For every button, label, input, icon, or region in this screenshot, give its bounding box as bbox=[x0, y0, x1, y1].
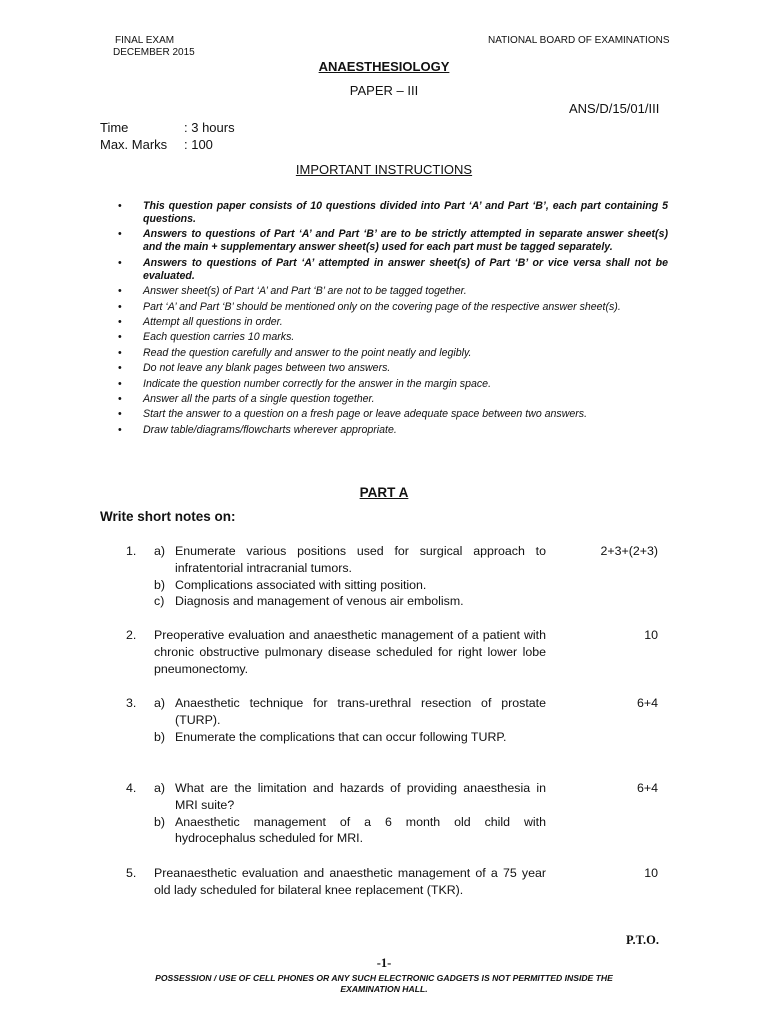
footer-notice bbox=[0, 973, 768, 995]
bullet-icon: • bbox=[118, 300, 122, 313]
sub-text: What are the limitation and hazards of providing anaesthesia in MRI suite? bbox=[175, 781, 546, 812]
please-turn-over: P.T.O. bbox=[626, 933, 659, 947]
instruction-item bbox=[118, 228, 668, 254]
exam-type: FINAL EXAM bbox=[115, 35, 175, 46]
bullet-icon: • bbox=[118, 423, 122, 436]
instructions-list bbox=[118, 200, 668, 439]
instruction-text: Read the question carefully and answer to the point neatly and legibly. bbox=[143, 346, 472, 359]
time-value: : 3 hours bbox=[184, 120, 235, 135]
sub-text: Enumerate various positions used for surgical approach to infratentorial intracranial tumors. bbox=[175, 544, 546, 575]
bullet-icon: • bbox=[118, 331, 122, 344]
instruction-text: Answers to questions of Part ‘A’ attempted in answer sheet(s) of Part ‘B’ or vice versa shall not be evaluated. bbox=[143, 256, 668, 282]
sub-label: c) bbox=[154, 594, 165, 609]
sub-label: a) bbox=[154, 544, 166, 558]
question-text: Preanaesthetic evaluation and anaesthetic management of a 75 year old lady scheduled for bilateral knee replacement (TKR). bbox=[154, 866, 546, 897]
bullet-icon: • bbox=[118, 285, 122, 298]
instruction-text: Part ‘A’ and Part ‘B’ should be mentioned only on the covering page of the respective answer sheet(s). bbox=[143, 300, 621, 313]
exam-date: DECEMBER 2015 bbox=[113, 47, 195, 58]
sub-text: Complications associated with sitting position. bbox=[175, 577, 427, 592]
sub-label: a) bbox=[154, 781, 166, 795]
bullet-icon: • bbox=[118, 200, 122, 212]
sub-label: b) bbox=[154, 729, 166, 744]
question-number: 2. bbox=[126, 628, 137, 642]
bullet-icon: • bbox=[118, 392, 122, 405]
instruction-text: Start the answer to a question on a fresh page or leave adequate space between two answers. bbox=[143, 408, 588, 421]
instruction-item bbox=[118, 362, 668, 375]
instruction-text: Do not leave any blank pages between two answers. bbox=[143, 362, 391, 375]
page-number: -1- bbox=[376, 956, 392, 970]
question-marks: 10 bbox=[644, 866, 658, 880]
sub-question bbox=[154, 543, 546, 577]
instruction-text: Answers to questions of Part ‘A’ and Part ‘B’ are to be strictly attempted in separate answer sheet(s) and the main + supplementary answer sheet(s) used for each part must be tagged separately. bbox=[143, 228, 668, 254]
question-body bbox=[154, 543, 546, 610]
bullet-icon: • bbox=[118, 408, 122, 421]
instruction-text: Indicate the question number correctly for the answer in the margin space. bbox=[143, 377, 492, 390]
instruction-text: Each question carries 10 marks. bbox=[143, 331, 295, 344]
paper-code: ANS/D/15/01/III bbox=[569, 101, 660, 116]
part-instruction: Write short notes on: bbox=[100, 509, 236, 524]
instruction-item bbox=[118, 301, 668, 314]
question-body bbox=[154, 780, 546, 847]
sub-question bbox=[154, 729, 546, 746]
instruction-item bbox=[118, 331, 668, 344]
sub-question bbox=[154, 695, 546, 729]
instruction-item bbox=[118, 257, 668, 283]
max-marks-value: : 100 bbox=[184, 137, 213, 152]
max-marks-label: Max. Marks bbox=[100, 137, 168, 152]
bullet-icon: • bbox=[118, 346, 122, 359]
part-title: PART A bbox=[359, 485, 409, 500]
question-marks: 10 bbox=[644, 628, 658, 642]
sub-question bbox=[154, 577, 546, 594]
question-text: Preoperative evaluation and anaesthetic management of a patient with chronic obstructive pulmonary disease scheduled for right lower lobe pneumonectomy. bbox=[154, 628, 546, 676]
instruction-text: This question paper consists of 10 questions divided into Part ‘A’ and Part ‘B’, each part containing 5 questions. bbox=[143, 200, 668, 225]
question-number: 3. bbox=[126, 696, 137, 710]
footer-notice-line: EXAMINATION HALL. bbox=[340, 984, 428, 994]
paper-number: PAPER – III bbox=[349, 83, 419, 98]
instruction-item bbox=[118, 393, 668, 406]
instruction-item bbox=[118, 408, 668, 421]
instruction-text: Answer sheet(s) of Part ‘A’ and Part ‘B’ are not to be tagged together. bbox=[143, 285, 467, 298]
sub-text: Diagnosis and management of venous air embolism. bbox=[175, 594, 464, 609]
exam-session bbox=[113, 35, 195, 59]
instruction-text: Answer all the parts of a single question together. bbox=[143, 392, 375, 405]
instruction-item bbox=[118, 200, 668, 226]
bullet-icon: • bbox=[118, 315, 122, 328]
instruction-item bbox=[118, 424, 668, 437]
bullet-icon: • bbox=[118, 256, 122, 269]
subject-title: ANAESTHESIOLOGY bbox=[318, 59, 450, 74]
question-marks: 6+4 bbox=[636, 781, 658, 795]
sub-label: b) bbox=[154, 814, 166, 829]
sub-question bbox=[154, 814, 546, 848]
instructions-title: IMPORTANT INSTRUCTIONS bbox=[295, 162, 473, 177]
question-marks: 2+3+(2+3) bbox=[600, 544, 658, 558]
sub-text: Anaesthetic technique for trans-urethral resection of prostate (TURP). bbox=[175, 696, 546, 727]
bullet-icon: • bbox=[118, 228, 122, 241]
instruction-item bbox=[118, 285, 668, 298]
question-number: 1. bbox=[126, 544, 137, 558]
sub-text: Anaesthetic management of a 6 month old child with hydrocephalus scheduled for MRI. bbox=[175, 814, 546, 846]
question-body bbox=[154, 695, 546, 745]
question-number: 4. bbox=[126, 781, 137, 795]
bullet-icon: • bbox=[118, 377, 122, 390]
time-label: Time bbox=[100, 120, 129, 135]
question-number: 5. bbox=[126, 866, 137, 880]
footer-notice-line: POSSESSION / USE OF CELL PHONES OR ANY SUCH ELECTRONIC GADGETS IS NOT PERMITTED INSIDE THE bbox=[155, 973, 613, 983]
question-marks: 6+4 bbox=[636, 696, 658, 710]
sub-label: a) bbox=[154, 696, 166, 710]
instruction-text: Attempt all questions in order. bbox=[143, 315, 283, 328]
instruction-item bbox=[118, 316, 668, 329]
sub-question bbox=[154, 593, 546, 610]
sub-label: b) bbox=[154, 577, 166, 592]
instruction-item bbox=[118, 347, 668, 360]
sub-text: Enumerate the complications that can occur following TURP. bbox=[175, 729, 507, 744]
board-name: NATIONAL BOARD OF EXAMINATIONS bbox=[488, 35, 670, 46]
sub-question bbox=[154, 780, 546, 814]
bullet-icon: • bbox=[118, 362, 122, 375]
instruction-text: Draw table/diagrams/flowcharts wherever appropriate. bbox=[143, 423, 397, 436]
instruction-item bbox=[118, 378, 668, 391]
